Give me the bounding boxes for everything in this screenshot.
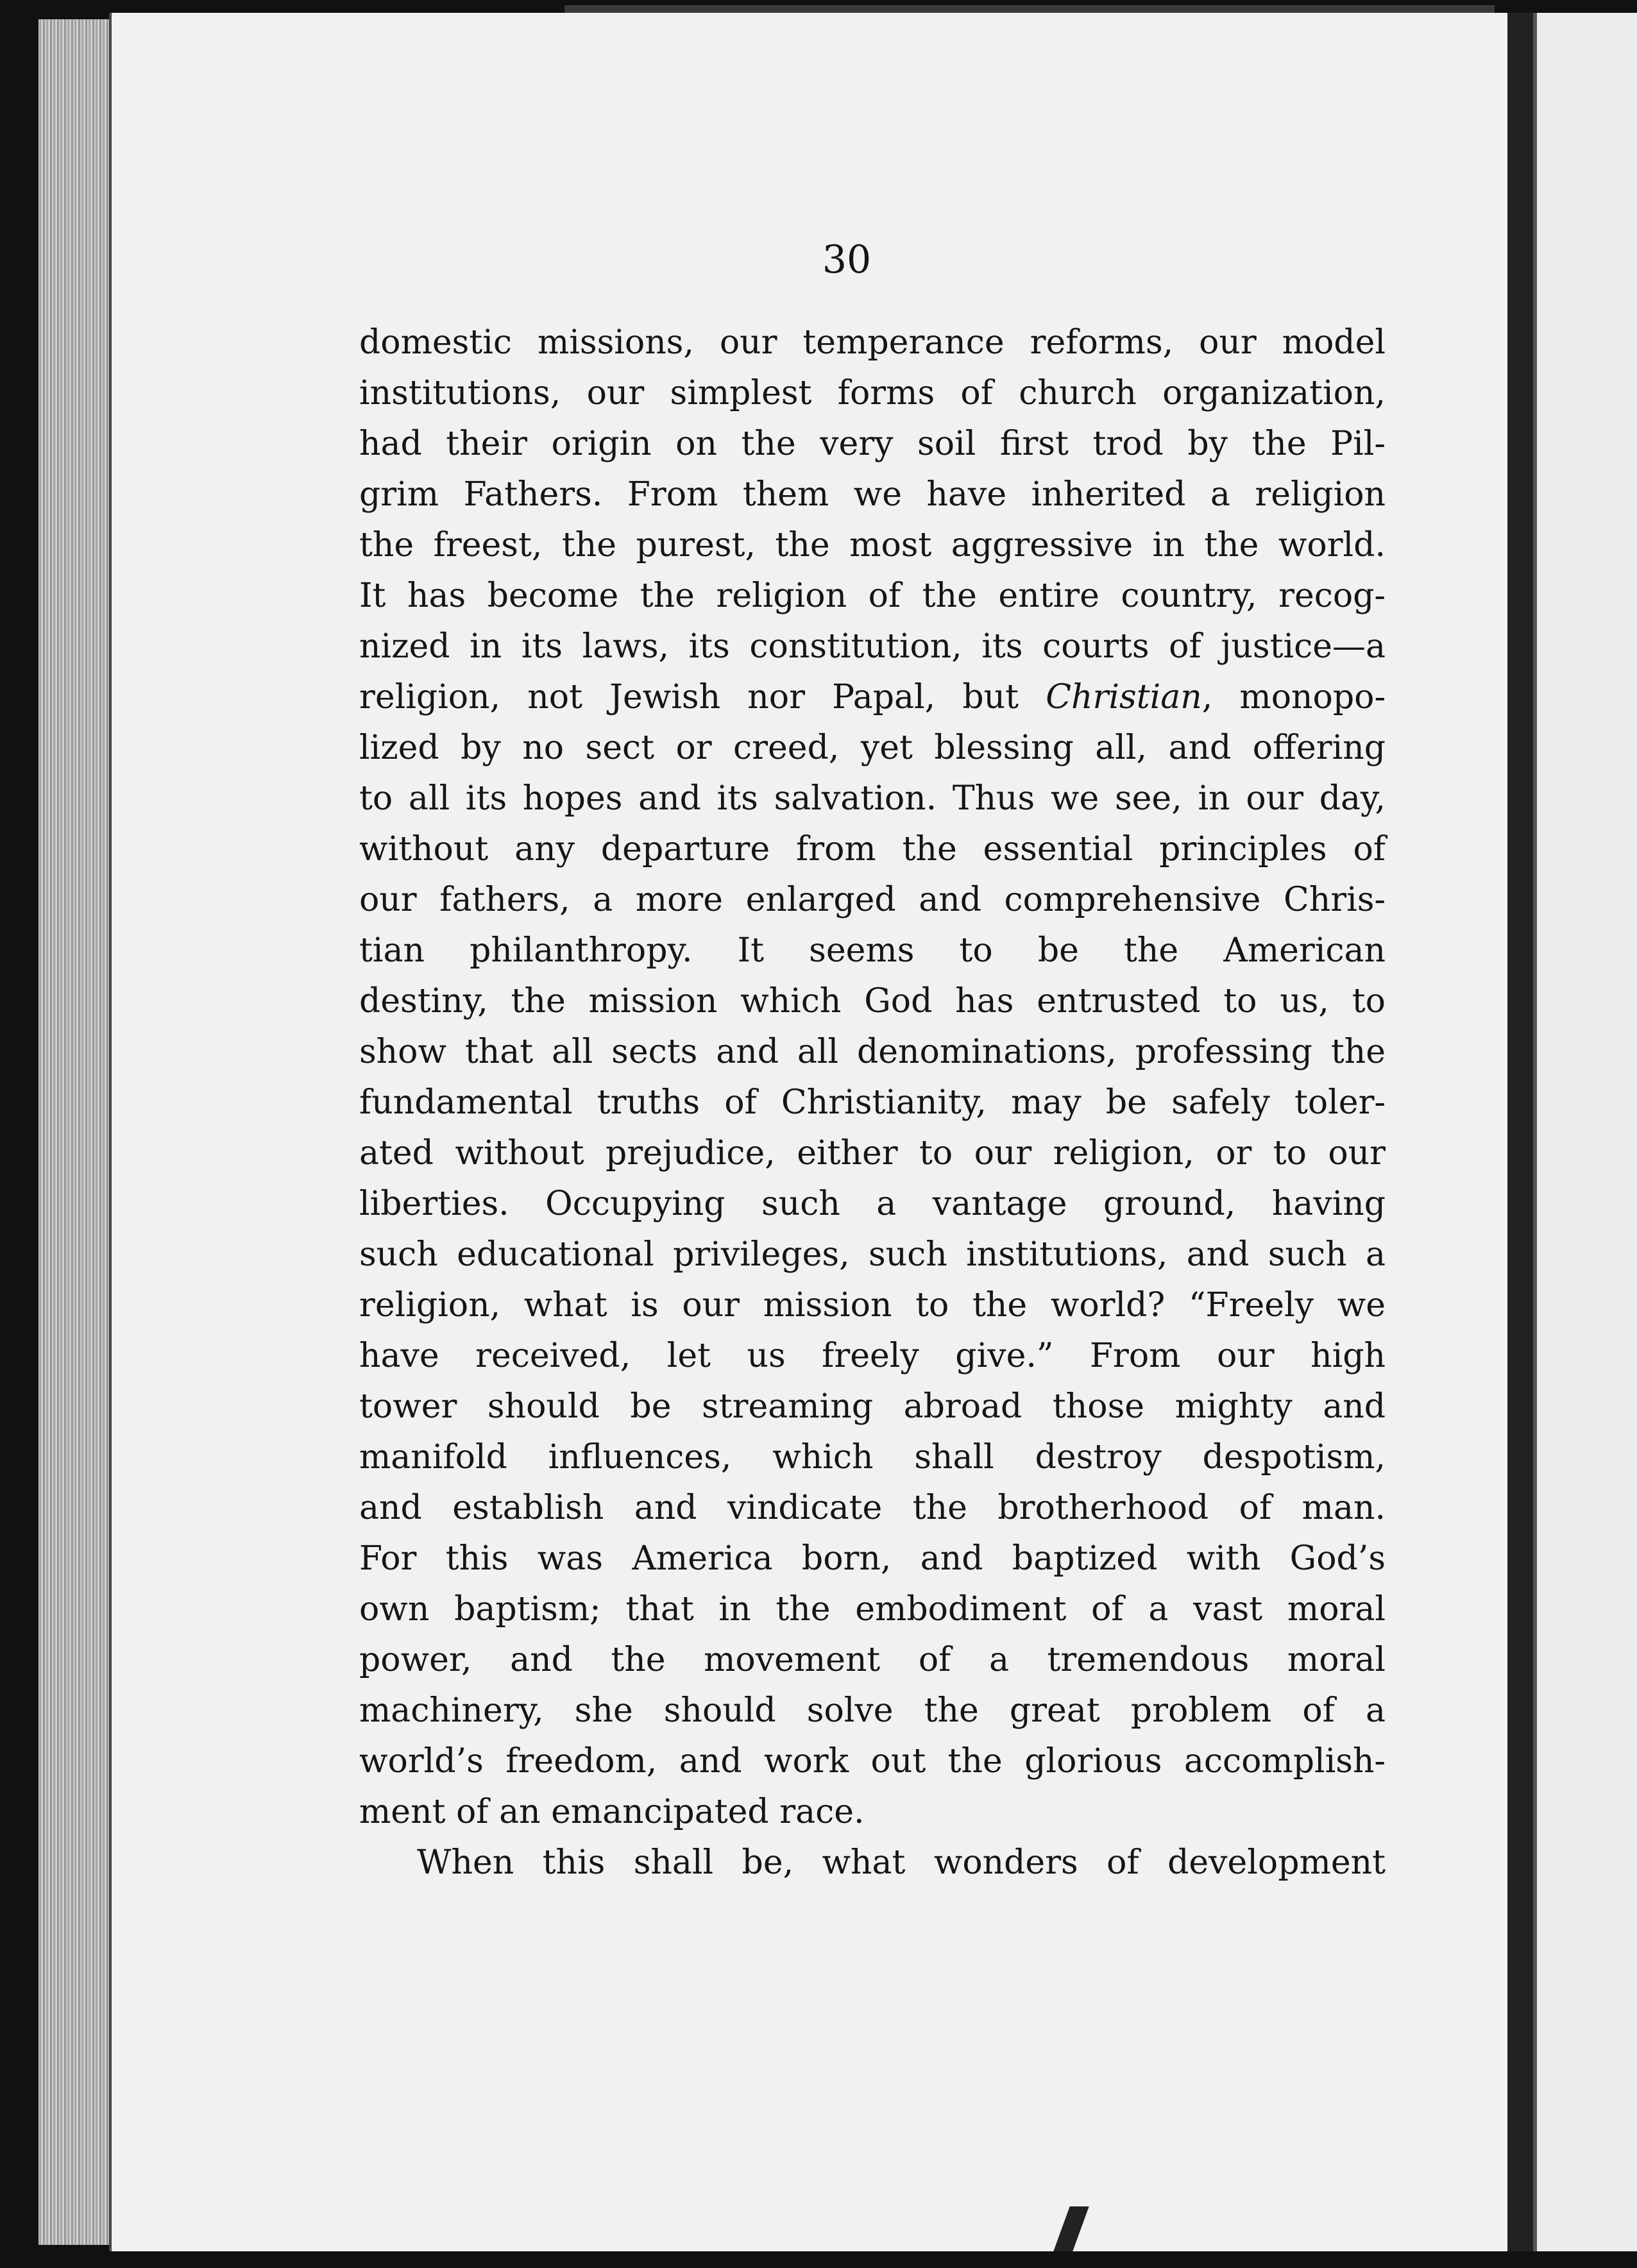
text-line: tian philanthropy. It seems to be the American xyxy=(359,931,1386,970)
text-line: destiny, the mission which God has entrusted to us, to xyxy=(359,982,1386,1020)
text-line: to all its hopes and its salvation. Thus we see, in our day, xyxy=(359,779,1386,818)
body-text xyxy=(359,317,1386,1888)
text-line: machinery, she should solve the great problem of a xyxy=(359,1691,1386,1730)
text-line: our fathers, a more enlarged and comprehensive Chris- xyxy=(359,881,1386,919)
italic-word: Christian xyxy=(1046,678,1202,716)
text-line: domestic missions, our temperance reforms, our model xyxy=(359,323,1386,362)
text-line: own baptism; that in the embodiment of a vast moral xyxy=(359,1590,1386,1629)
text-line xyxy=(359,672,1386,723)
text-line: grim Fathers. From them we have inherited a religion xyxy=(359,475,1386,514)
text-line: liberties. Occupying such a vantage ground, having xyxy=(359,1185,1386,1223)
text-line: power, and the movement of a tremendous moral xyxy=(359,1641,1386,1679)
text-line: nized in its laws, its constitution, its courts of justice—a xyxy=(359,627,1386,666)
text-line: manifold influences, which shall destroy despotism, xyxy=(359,1438,1386,1477)
text-line: religion, what is our mission to the world? “Freely we xyxy=(359,1286,1386,1324)
book-gutter xyxy=(1507,13,1533,2251)
text-line: When this shall be, what wonders of development xyxy=(417,1843,1386,1882)
text-line: tower should be streaming abroad those mighty and xyxy=(359,1387,1386,1426)
text-line: fundamental truths of Christianity, may be safely toler- xyxy=(359,1083,1386,1122)
text-line: the freest, the purest, the most aggressive in the world. xyxy=(359,526,1386,564)
text-segment: , monopo- xyxy=(1201,678,1386,716)
text-line: institutions, our simplest forms of church organization, xyxy=(359,374,1386,412)
text-line: such educational privileges, such institutions, and such a xyxy=(359,1235,1386,1274)
facing-page xyxy=(1533,13,1637,2251)
text-line: For this was America born, and baptized with God’s xyxy=(359,1539,1386,1578)
text-line: ated without prejudice, either to our religion, or to our xyxy=(359,1134,1386,1172)
text-line: have received, let us freely give.” From our high xyxy=(359,1337,1386,1375)
text-line: had their origin on the very soil first trod by the Pil- xyxy=(359,425,1386,463)
text-line: ment of an emancipated race. xyxy=(359,1793,865,1831)
text-segment: religion, not Jewish nor Papal, but xyxy=(359,678,1019,716)
text-line: It has become the religion of the entire country, recog- xyxy=(359,577,1386,615)
page-number: 30 xyxy=(822,237,872,282)
text-line: without any departure from the essential principles of xyxy=(359,830,1386,868)
text-line: world’s freedom, and work out the glorious accomplish- xyxy=(359,1742,1386,1781)
text-line: show that all sects and all denominations, professing the xyxy=(359,1033,1386,1071)
text-line: lized by no sect or creed, yet blessing all, and offering xyxy=(359,729,1386,767)
text-line: and establish and vindicate the brotherhood of man. xyxy=(359,1489,1386,1527)
